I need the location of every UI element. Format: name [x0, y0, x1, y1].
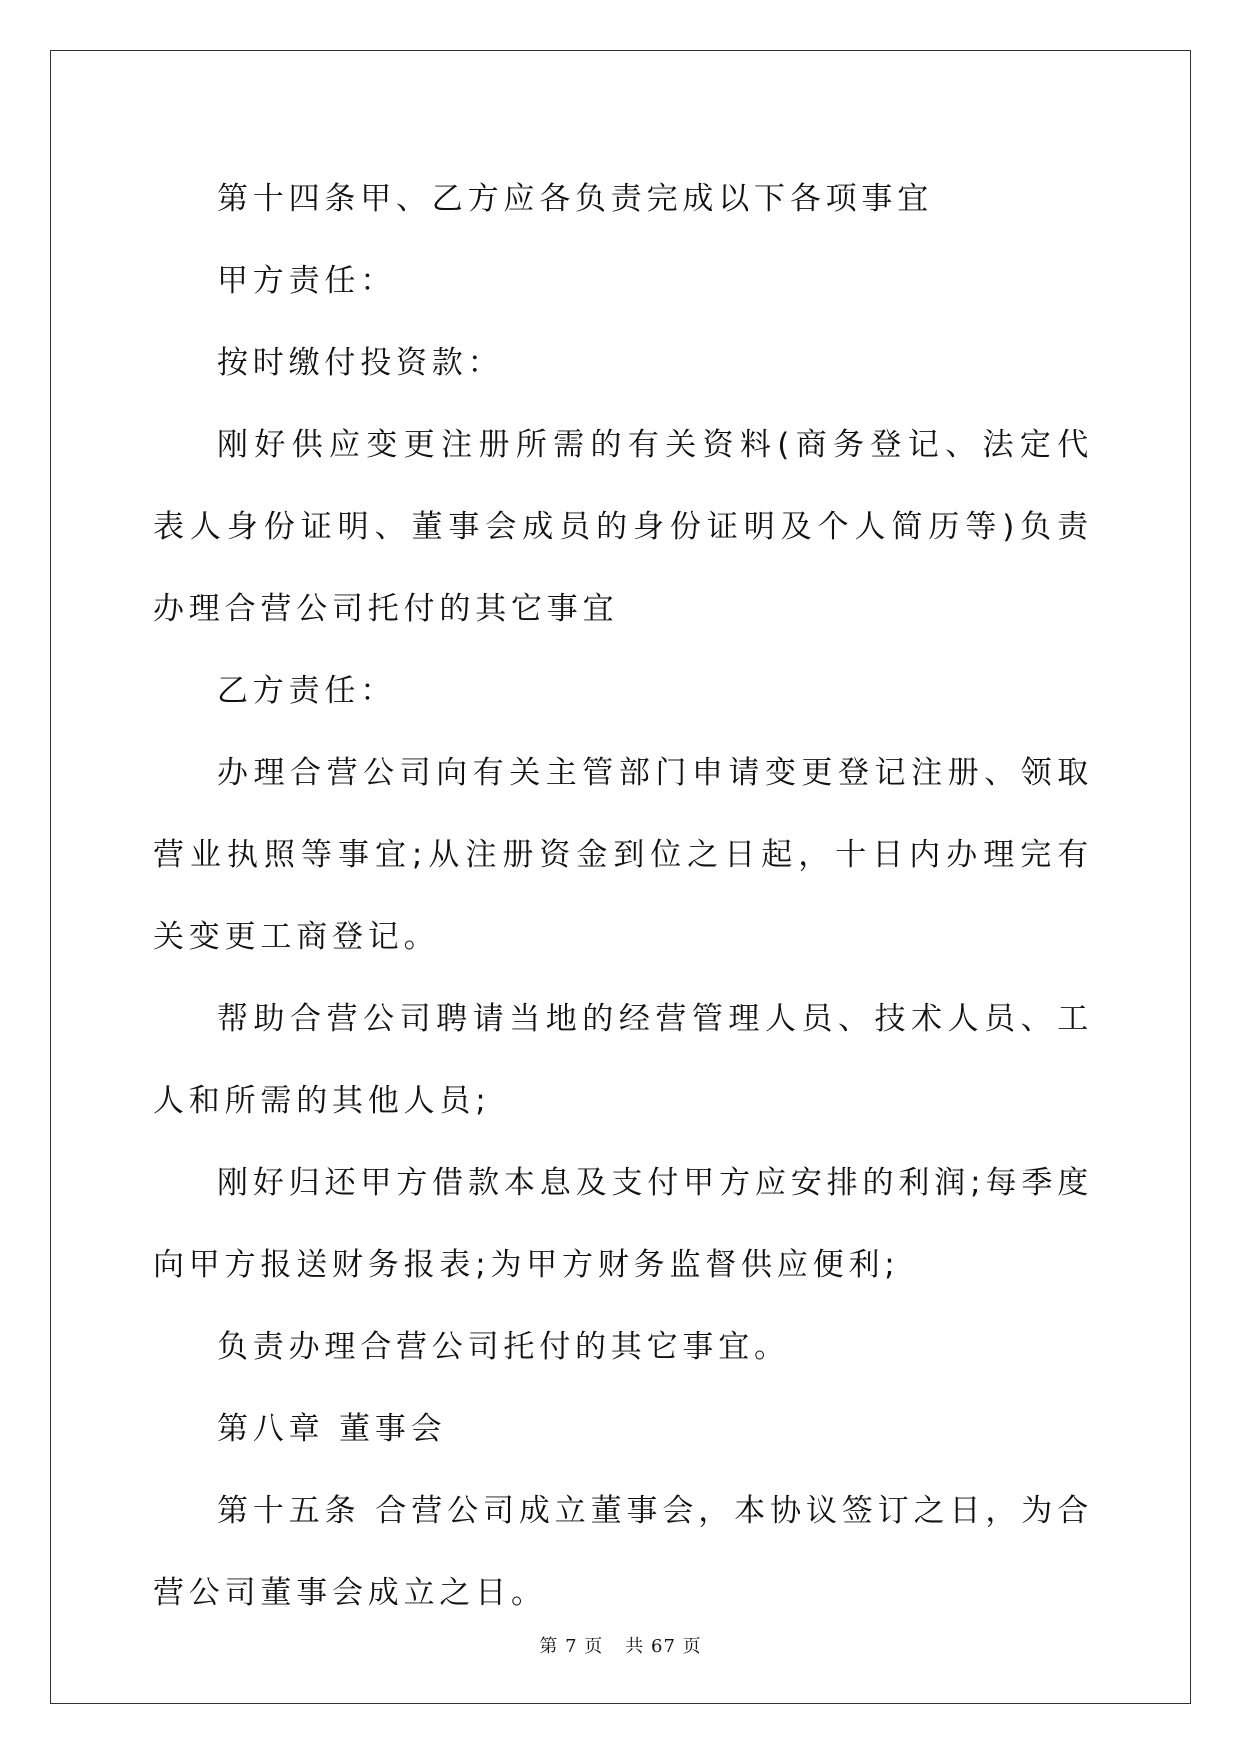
paragraph-party-b-item-2: 帮助合营公司聘请当地的经营管理人员、技术人员、工人和所需的其他人员; — [153, 1001, 1093, 1119]
paragraph-article-15: 第十五条 合营公司成立董事会，本协议签订之日，为合营公司董事会成立之日。 — [153, 1493, 1093, 1611]
paragraph-party-a-item-2: 刚好供应变更注册所需的有关资料(商务登记、法定代表人身份证明、董事会成员的身份证明及个人简历等)负责办理合营公司托付的其它事宜 — [153, 427, 1093, 627]
document-body — [153, 158, 1093, 1634]
paragraph-party-b-item-1: 办理合营公司向有关主管部门申请变更登记注册、领取营业执照等事宜;从注册资金到位之日起，十日内办理完有关变更工商登记。 — [153, 755, 1093, 955]
paragraph-party-b-item-4: 负责办理合营公司托付的其它事宜。 — [217, 1329, 790, 1365]
page-total: 共 67 页 — [625, 1636, 702, 1657]
paragraph-party-b-item-3: 刚好归还甲方借款本息及支付甲方应安排的利润;每季度向甲方报送财务报表;为甲方财务监督供应便利; — [153, 1165, 1093, 1283]
page-footer — [0, 1632, 1241, 1658]
paragraph-party-a-item-1: 按时缴付投资款： — [217, 345, 504, 381]
paragraph-party-a-heading: 甲方责任： — [217, 263, 396, 299]
paragraph-party-b-heading: 乙方责任： — [217, 673, 396, 709]
chapter-8-heading: 第八章 董事会 — [217, 1411, 447, 1447]
paragraph-article-14: 第十四条甲、乙方应各负责完成以下各项事宜 — [217, 181, 933, 217]
page-number: 第 7 页 — [539, 1636, 604, 1657]
